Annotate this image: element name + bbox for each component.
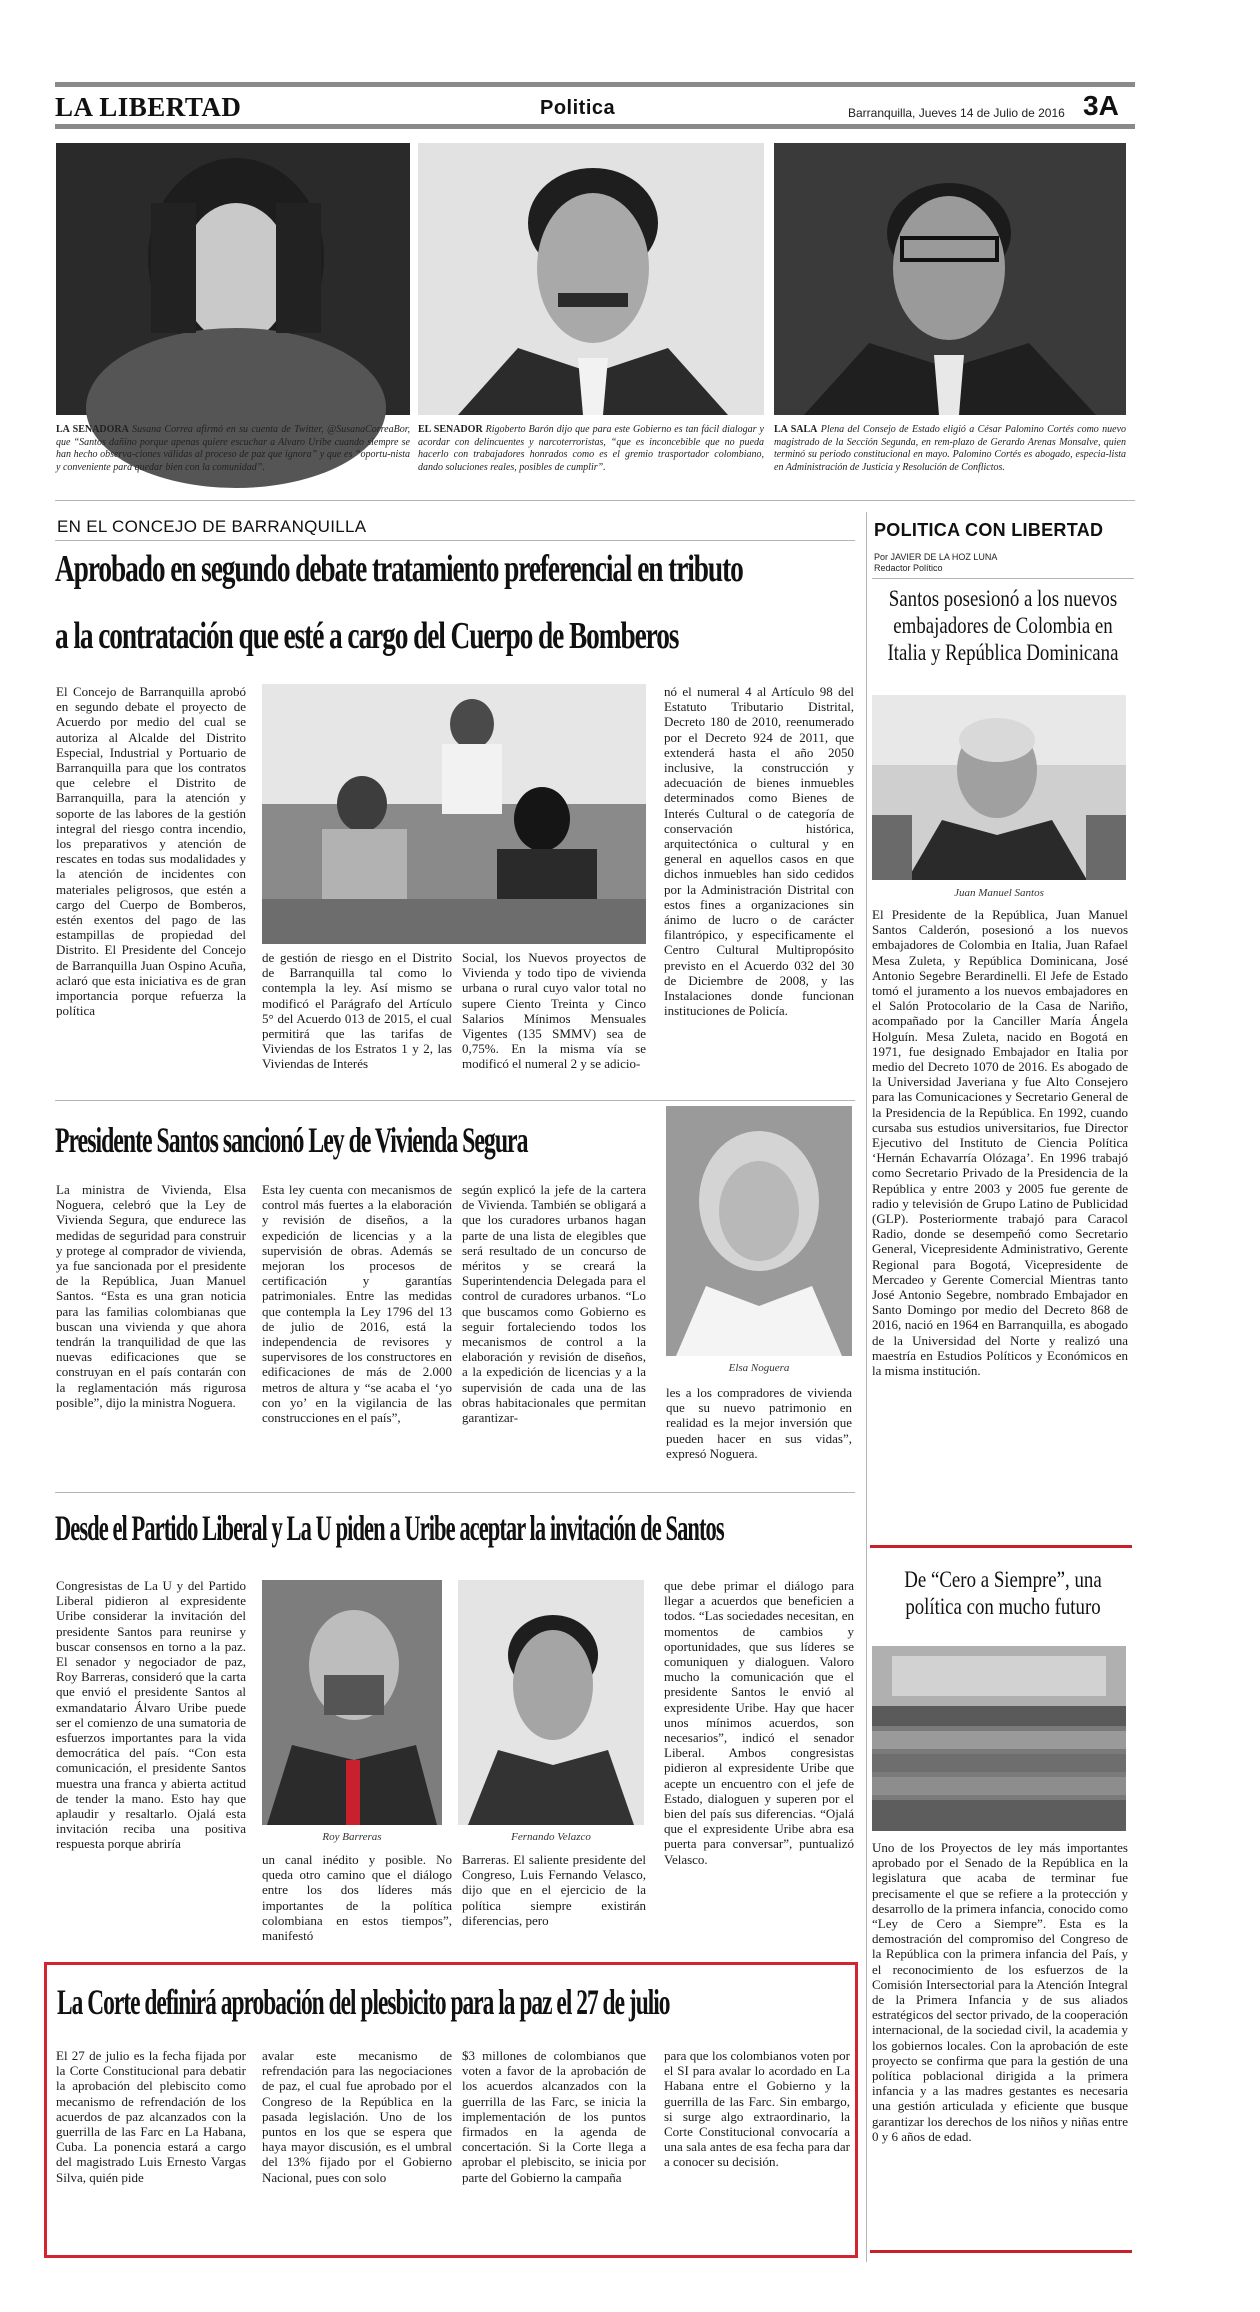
story2-col2: Esta ley cuenta con mecanismos de control más fuertes a la elaboración y revisión de diseños, a la expedición de licencias y a la supervisión de obras. Además se mejoran los procesos de certificación y garantías patrimoniales. Entre las medidas que contempla la Ley 1796 del 13 de julio de 2016, está la independencia de revisores y supervisores de los constructores en edificaciones de más de 2.000 metros de altura y “se acaba el ‘yo con yo’ en la vigilancia de las construcciones en el país”, [262,1182,452,1426]
sidebar-byline: Por JAVIER DE LA HOZ LUNA [874,552,998,562]
photo-concejo-session [262,684,646,944]
caption-senator-baron: EL SENADOR Rigoberto Barón dijo que para este Gobierno es tan fácil dialogar y acordar con delincuentes y narcoterroristas, “que es inconcebible que no pueda hacerlo con trabajadores honrados como es el gremio trasportador colombiano, dando soluciones reales, posibles de cumplir”. [418,424,764,473]
photo-senator-correa [56,143,410,415]
story4-col1: El 27 de julio es la fecha fijada por la Corte Constitucional para debatir la aprobación del plebiscito como mecanismo de refrendación de los acuerdos de paz alcanzados con la guerrilla de las Farc en La Habana, Cuba. La ponencia estará a cargo del magistrado Luis Ernesto Vargas Silva, quién pide [56,2048,246,2185]
story3-headline: Desde el Partido Liberal y La U piden a Uribe aceptar la invitación de Santos [55,1508,724,1548]
masthead-bottom-rule [55,124,1135,129]
story3-col3: Barreras. El saliente presidente del Congreso, Luis Fernando Velasco, dijo que en el ejercicio de la política siempre existirán diferencias, pero [462,1852,646,1928]
paper-name: LA LIBERTAD [55,92,242,122]
sidebar-head-rule [872,578,1134,579]
sidebar-story2-body: Uno de los Proyectos de ley más importantes aprobado por el Senado de la República en la legislatura que acaba de terminar fue precisamente el que se refiere a la protección y desarrollo de la primera infancia, conocido como “Ley de Cero a Siempre”. Esta es la demostración del compromiso del Congreso de la República con la primera infancia del País, y el reconocimiento de los esfuerzos de la Comisión Intersectorial para la Atención Integral de la Primera Infancia y de sus aliados estratégicos del sector privado, de la cooperación internacional, de la sociedad civil, la academia y los gobiernos locales. Con la aprobación de este proyecto se confirma que para la gestión de una política poblacional dirigida a la primera infancia y a las madres gestantes es necesaria una gestión articulada y eficiente que busque garantizar los derechos de los niños y niñas entre 0 y 6 años de edad. [872,1840,1128,2144]
photo-caption-fernando-velasco: Fernando Velazco [511,1831,591,1843]
story2-col3: según explicó la jefe de la cartera de Vivienda. También se obligará a que los curadores urbanos hagan parte de una lista de elegibles que será resultado de un concurso de méritos y se creará la Superintendencia Delegada para el control de curadores urbanos. “Lo que buscamos como Gobierno es seguir fortaleciendo todos los mecanismos de control a la elaboración y revisión de diseños, a la expedición de licencias y a la supervisión de cada una de las obras habitacionales que permitan garantizar- [462,1182,646,1426]
story1-col2: de gestión de riesgo en el Distrito de Barranquilla tal como lo contempla la ley. Así mismo se modificó el Parágrafo del Artículo 5° del Acuerdo 013 de 2015, el cual permitirá que las tarifas de Viviendas de los Estratos 1 y 2, las Viviendas de Interés [262,950,452,1072]
story1-headline-line2: a la contratación que esté a cargo del Cuerpo de Bomberos [55,615,679,657]
sidebar-bottom-red-rule [870,2250,1132,2253]
story4-headline: La Corte definirá aprobación del plesbicito para la paz el 27 de julio [57,1982,670,2022]
photo-fernando-velasco [458,1580,644,1825]
story3-col2: un canal inédito y posible. No queda otro camino que el diálogo entre los dos líderes más importantes de la política colombiana en estos tiempos”, manifestó [262,1852,452,1944]
sidebar-story1-title: Santos posesionó a los nuevos embajadores de Colombia en Italia y República Dominicana [887,586,1119,665]
sidebar-red-rule [870,1545,1132,1548]
story2-headline: Presidente Santos sancionó Ley de Vivienda Segura [55,1120,528,1160]
top-photos-divider [55,500,1135,501]
caption-senator-correa: LA SENADORA Susana Correa afirmó en su cuenta de Twitter, @SusanaCorreaBor, que “Santos dañino porque apenas quiere escuchar a Alvaro Uribe cuando siempre se han hecho observa-ciones válidas al proceso de paz que ignora” y que es “oportu-nista y conveniente para quedar bien con la comunidad”. [56,424,411,473]
sidebar-divider [866,512,867,2262]
story2-col4: les a los compradores de vivienda que su nuevo patrimonio en realidad es la mejor inversión que pueden hacer en sus vidas”, expresó Noguera. [666,1385,852,1461]
photo-caption-juan-manuel-santos: Juan Manuel Santos [954,887,1044,899]
caption-consejo-estado: LA SALA Plena del Consejo de Estado eligió a César Palomino Cortés como nuevo magistrado de la Sección Segunda, en rem-plazo de Gerardo Arenas Monsalve, quien terminó su periodo constitucional en mayo. Palomino Cortés es abogado, especia-lista en Administración de Justicia y Resolución de Conflictos. [774,424,1127,473]
issue-date: Barranquilla, Jueves 14 de Julio de 2016 [848,106,1065,120]
story2-col1: La ministra de Vivienda, Elsa Noguera, celebró que la Ley de Vivienda Segura, que endurece las medidas de seguridad para construir y protege al comprador de vivienda, ya fue sancionada por el presidente de la República, Juan Manuel Santos. “Esta es una gran noticia para las familias colombianas que buscan una vivienda y que ahora tendrán la tranquilidad de que las nuevas edificaciones que se construyan en el país contarán con la reglamentación más rigurosa posible”, dijo la ministra Noguera. [56,1182,246,1410]
story2-bottom-rule [55,1492,855,1493]
photo-juan-manuel-santos [872,695,1126,880]
sidebar-column-name: POLITICA CON LIBERTAD [874,520,1104,540]
story1-headline-line1: Aprobado en segundo debate tratamiento preferencial en tributo [55,548,743,590]
story1-col3: Social, los Nuevos proyectos de Vivienda y todo tipo de vivienda urbana o rural cuyo valor total no supere Ciento Treinta y Cinco Salarios Mínimos Mensuales Vigentes (135 SMMV) sea de 0,75%. En la misma vía se modificó el numeral 2 y se adicio- [462,950,646,1072]
story3-col1: Congresistas de La U y del Partido Liberal pidieron al expresidente Uribe considerar la invitación del presidente Santos para reunirse y buscar consensos en torno a la paz. El senador y negociador de paz, Roy Barreras, consideró que la carta que envió el presidente Santos al exmandatario Álvaro Uribe puede ser el comienzo de una sumatoria de esfuerzos importantes para la vida democrática del país. “Con esta comunicación, el presidente Santos muestra una franca y abierta actitud de tender la mano. Esto hay que aplaudir y resaltarlo. Ojalá esta invitación reciba una positiva respuesta porque abriría [56,1578,246,1852]
story1-kicker-rule [55,540,855,541]
photo-consejo-estado [774,143,1126,415]
story4-col3: $3 millones de colombianos que voten a favor de la aprobación de los acuerdos alcanzados con la guerrilla de las Farc, se inicia la implementación de los puntos firmados en la agenda de concertación. Si la Corte llega a aprobar el plebiscito, se inicia por parte del Gobierno la campaña [462,2048,646,2185]
photo-senator-baron [418,143,764,415]
photo-caption-elsa-noguera: Elsa Noguera [728,1362,790,1374]
story3-col4: que debe primar el diálogo para llegar a acuerdos que beneficien a todos. “Las sociedades necesitan, en momentos de cambios y oportunidades, que sus líderes se comuniquen y dialoguen. Valoro mucho la comunicación que el presidente Santos le envió al expresidente Uribe. Hay que hacer unos mínimos acuerdos, son necesarios”, indicó el senador Liberal. Ambos congresistas pidieron al expresidente Uribe que acepte un encuentro con el jefe de Estado, dialoguen y superen por el bien del país sus diferencias. “Ojalá que el expresidente Uribe abra esa puerta para conversar”, puntualizó Velasco. [664,1578,854,1867]
section-name: Politica [540,97,616,119]
photo-elsa-noguera [666,1106,852,1356]
photo-senate-chamber [872,1646,1126,1831]
story1-col1: El Concejo de Barranquilla aprobó en segundo debate el proyecto de Acuerdo por medio del cual se autoriza al Alcalde del Distrito Especial, Industrial y Portuario de Barranquilla para que los contratos que celebre el Distrito de Barranquilla, para la atención y soporte de las labores de la gestión integral del riesgo contra incendio, los preparativos y atención de rescates en todas sus modalidades y la atención de incidentes con materiales peligrosos, que estén a cargo del Cuerpo de Bomberos, estén exentos del pago de las estampillas de propiedad del Distrito. El Presidente del Concejo de Barranquilla Juan Ospino Acuña, aclaró que esta iniciativa es de gran importancia porque refuerza la política [56,684,246,1019]
story4-col2: avalar este mecanismo de refrendación para las negociaciones de paz, el cual fue aprobado por el Congreso de la República en la pasada legislación. Uno de los puntos en los que se espera que haya mayor discusión, es el umbral del 13% fijado por el Gobierno Nacional, pues con solo [262,2048,452,2185]
story4-col4: para que los colombianos voten por el SI para avalar lo acordado en La Habana entre el Gobierno y la guerrilla de las Farc. Sin embargo, si surge algo extraordinario, la Corte Constitucional convocaría a una sala antes de esa fecha para dar a conocer su decisión. [664,2048,850,2170]
sidebar-story2-title: De “Cero a Siempre”, una política con mucho futuro [904,1567,1102,1619]
sidebar-story1-body: El Presidente de la República, Juan Manuel Santos Calderón, posesionó a los nuevos embajadores de Colombia en Italia, Juan Rafael Mesa Zuleta, y República Dominicana, José Antonio Segebre Berardinelli. El Jefe de Estado tomó el juramento a los nuevos embajadores en el Salón Protocolario de la Casa de Nariño, acompañado por la Canciller María Ángela Holguín. Mesa Zuleta, nacido en Bogotá en 1971, fue designado Embajador en Italia por medio del Decreto 1070 de 2016. Es abogado de la Universidad Javeriana y fue Alto Consejero para las Comunicaciones y Secretario General de la Presidencia de la República. En 1992, cuando cursaba sus estudios universitarios, fue Director Ejecutivo del Instituto de Ciencia Política ‘Hernán Echavarría Olózaga’. En 1996 trabajó como Secretario Privado de la Presidencia de la República y entre 2003 y 2005 fue gerente de radio y televisión de Grupo Latino de Publicidad (GLP). Posteriormente trabajó para Caracol Radio, donde se desempeñó como Secretario General, Vicepresidente Administrativo, Gerente Regional para Bogotá, Vicepresidente de Mercadeo y Gerente Comercial Mientras tanto José Antonio Segebre, nombrado Embajador en Santo Domingo por medio del Decreto 868 de 2016, nació en 1964 en Barranquilla, es abogado de la Universidad del Norte y realizó una maestría en Estudios Políticos y Económicos en la misma institución. [872,907,1128,1379]
story1-bottom-rule [55,1100,855,1101]
photo-caption-roy-barreras: Roy Barreras [322,1831,382,1843]
masthead-top-rule [55,82,1135,87]
story1-col4: nó el numeral 4 al Artículo 98 del Estatuto Tributario Distrital, Decreto 180 de 2010, reenumerado por el Decreto 924 de 2011, que extenderá hasta el año 2050 inclusive, la construcción y adecuación de bienes inmuebles determinados como Bienes de Interés Cultural o de categoría de conservación histórica, arquitectónica o cultural y en general en aquellos casos en que dichos inmuebles han sido cedidos por la Administración Distrital con estos fines a organizaciones sin ánimo de lucro o de carácter filantrópico, y especificamente el Centro Cultural Multipropósito previsto en el Acuerdo 032 del 30 de Diciembre de 2008, y las Instalaciones donde funcionan instituciones de Policía. [664,684,854,1019]
sidebar-byline-role: Redactor Político [874,563,943,573]
story1-kicker: EN EL CONCEJO DE BARRANQUILLA [57,517,367,536]
photo-roy-barreras [262,1580,442,1825]
page-number: 3A [1083,90,1119,121]
